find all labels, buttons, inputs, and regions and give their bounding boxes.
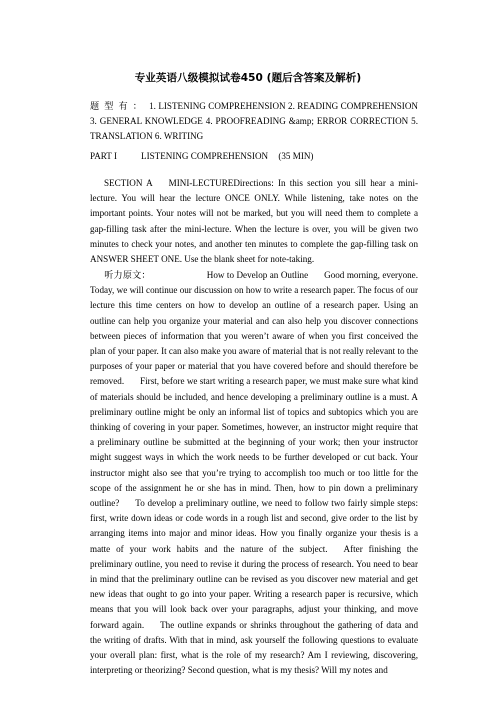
lecture-title: How to Develop an Outline bbox=[206, 270, 309, 280]
transcript-paragraph-3: To develop a preliminary outline, we need to follow two fairly simple steps: first, write down ideas or code words in a rough list and second, give order to the list by arranging items into major and minor ideas. How you finally organize your thesis is a matte of your work habits and the nature of the subject. bbox=[90, 498, 418, 554]
part-time: (35 MIN) bbox=[278, 151, 314, 161]
transcript-label: 听力原文： bbox=[104, 270, 151, 280]
question-types-label: 题型有： bbox=[90, 101, 148, 111]
question-types-list: 1. LISTENING COMPREHENSION 2. READING COMPREHENSION 3. GENERAL KNOWLEDGE 4. PROOFREADING &amp; ERROR CORRECTION 5. TRANSLATION 6. WRITING bbox=[90, 101, 418, 142]
document-title: 专业英语八级模拟试卷450 (题后含答案及解析) bbox=[134, 72, 362, 84]
question-types bbox=[90, 99, 418, 145]
section-block bbox=[90, 176, 418, 267]
part-name: LISTENING COMPREHENSION bbox=[141, 151, 269, 161]
transcript-paragraph-1: Good morning, everyone. Today, we will continue our discussion on how to write a research paper. The focus of our lecture this time centers on how to develop an outline of a research paper. Using an outline can help you organize your material and can also help you discover connections between pieces of information that you weren’t aware of when you first conceived the plan of your paper. It can also make you aware of material that is not really relevant to the purposes of your paper or material that you have covered before and should therefore be removed. bbox=[90, 270, 418, 387]
transcript-paragraph-4: After finishing the preliminary outline, you need to revise it during the process of research. You need to bear in mind that the preliminary outline can be revised as you discover new material and get new ideas that ought to go into your paper. Writing a research paper is recursive, which means that you will look back over your paragraphs, adjust your thinking, and move forward again. bbox=[90, 543, 418, 630]
transcript-paragraph-5: The outline expands or shrinks throughout the gathering of data and the writing of drafts. With that in mind, ask yourself the following questions to evaluate your overall plan: first, what is the role of my research? Am I reviewing, discovering, interpreting or theorizing? Second question, what is my thesis? Will my notes and bbox=[90, 619, 418, 676]
listening-transcript bbox=[90, 268, 418, 678]
section-directions: Directions: In this section you sill hear a mini-lecture. You will hear the lecture ONCE ONLY. While listening, take notes on the important points. Your notes will not be marked, but you will need them to complete a gap-filling task after the mini-lecture. When the lecture is over, you will be given two minutes to check your notes, and another ten minutes to complete the gap-filling task on ANSWER SHEET ONE. Use the blank sheet for note-taking. bbox=[90, 178, 418, 265]
transcript-paragraph-2: First, before we start writing a research paper, we must make sure what kind of materials should be included, and hence developing a preliminary outline is a must. A preliminary outline might be only an informal list of topics and subtopics which you are thinking of covering in your paper. Sometimes, however, an instructor might require that a preliminary outline be submitted at the beginning of your work; then your instructor might suggest ways in which the work needs to be further developed or cut back. Your instructor might also see that you’re trying to accomplish too much or too little for the scope of the assignment he or she has in mind. Then, how to pin down a preliminary outline? bbox=[90, 376, 418, 509]
part-heading bbox=[90, 151, 418, 161]
section-heading: SECTION A bbox=[104, 178, 153, 188]
part-number: PART I bbox=[90, 151, 118, 161]
section-name: MINI-LECTURE bbox=[168, 178, 234, 188]
